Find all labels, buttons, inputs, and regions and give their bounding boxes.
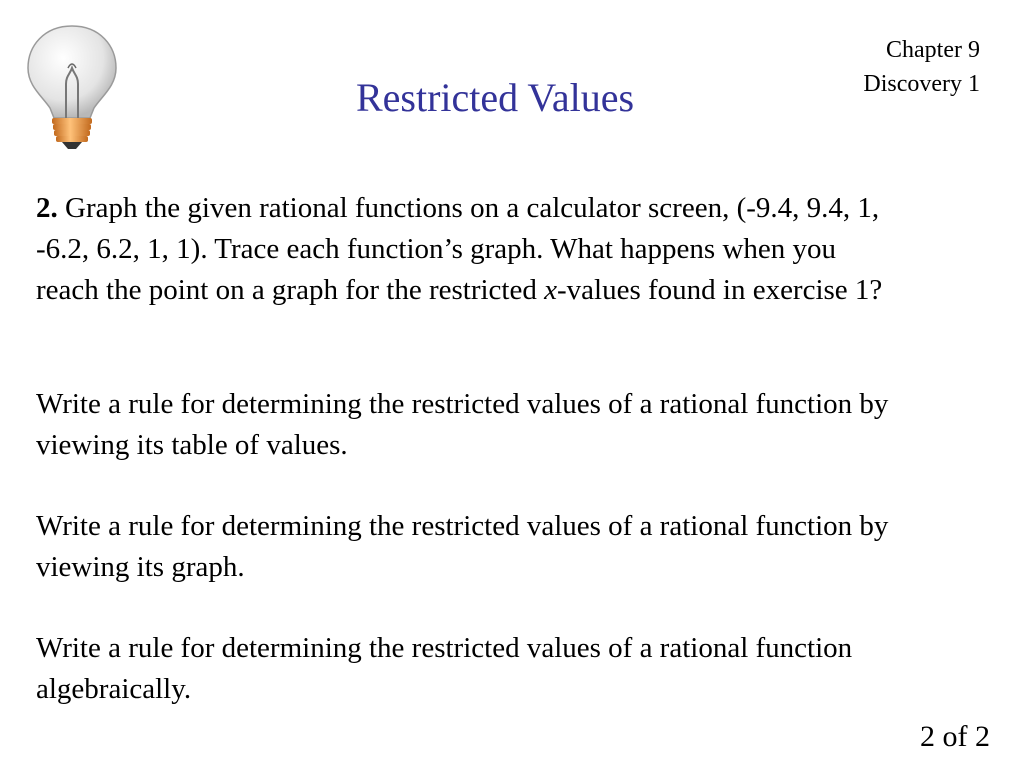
exercise-number: 2. bbox=[36, 192, 58, 224]
lesson-label: Discovery 1 bbox=[863, 71, 980, 97]
rule-table-values: Write a rule for determining the restricted values of a rational function by viewing its table of values. bbox=[36, 388, 889, 461]
chapter-number: Chapter 9 bbox=[886, 37, 980, 63]
page-title: Restricted Values bbox=[355, 75, 635, 120]
exercise-text-1: Graph the given rational functions on a calculator screen, (-9.4, 9.4, 1, -6.2, 6.2, 1, 1). Trace each function’s graph. What happens when you reach the point on a graph for the restricted bbox=[36, 192, 880, 306]
exercise-text-2: -values found in exercise 1? bbox=[556, 274, 883, 306]
exercise-variable: x bbox=[544, 274, 557, 306]
exercise-instruction bbox=[36, 188, 906, 311]
page-number: 2 of 2 bbox=[920, 720, 990, 753]
rule-graph: Write a rule for determining the restricted values of a rational function by viewing its graph. bbox=[36, 510, 889, 583]
rule-algebraic: Write a rule for determining the restricted values of a rational function algebraically. bbox=[36, 632, 853, 705]
